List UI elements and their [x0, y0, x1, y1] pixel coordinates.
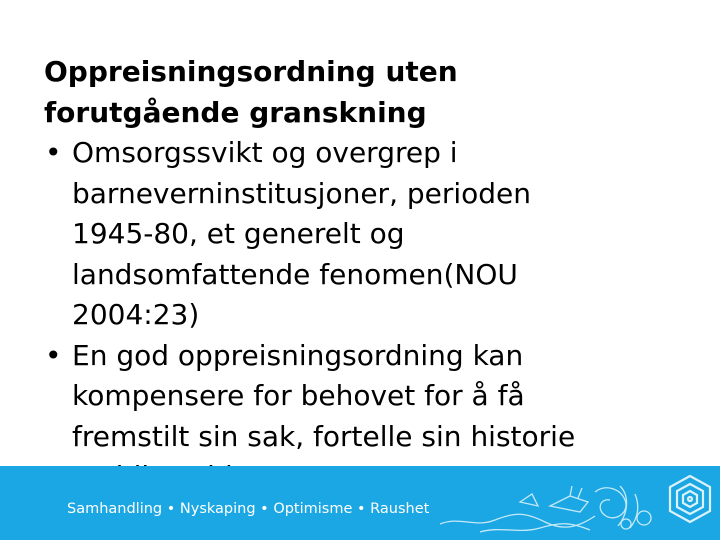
slide-title-line-1: Oppreisningsordning uten — [44, 55, 458, 88]
bullet-2-line-3: fremstilt sin sak, fortelle sin historie — [72, 419, 576, 453]
slide-title-line-2: forutgående granskning — [44, 95, 427, 129]
bullet-1-line-2: barneverninstitusjoner, perioden — [72, 176, 532, 210]
bullet-dot-icon: • — [45, 136, 62, 169]
bullet-2-line-2: kompensere for behovet for å få — [72, 379, 525, 412]
bullet-1-line-1: Omsorgssvikt og overgrep i — [72, 136, 458, 169]
footer-slogan: Samhandling • Nyskaping • Optimisme • Raushet — [67, 501, 430, 517]
bullet-2-line-1: En god oppreisningsordning kan — [72, 338, 524, 372]
bullet-item-1 — [44, 133, 704, 336]
bullet-1-line-3: 1945-80, et generelt og — [72, 217, 405, 250]
slide-content — [44, 52, 704, 498]
bullet-1-line-4: landsomfattende fenomen(NOU — [72, 257, 518, 291]
bullet-1-line-5: 2004:23) — [72, 298, 200, 331]
bullet-dot-icon: • — [45, 338, 62, 372]
footer-bar — [0, 466, 720, 540]
decorative-line-art-icon — [420, 466, 720, 540]
logo-spiral-icon — [670, 476, 710, 522]
